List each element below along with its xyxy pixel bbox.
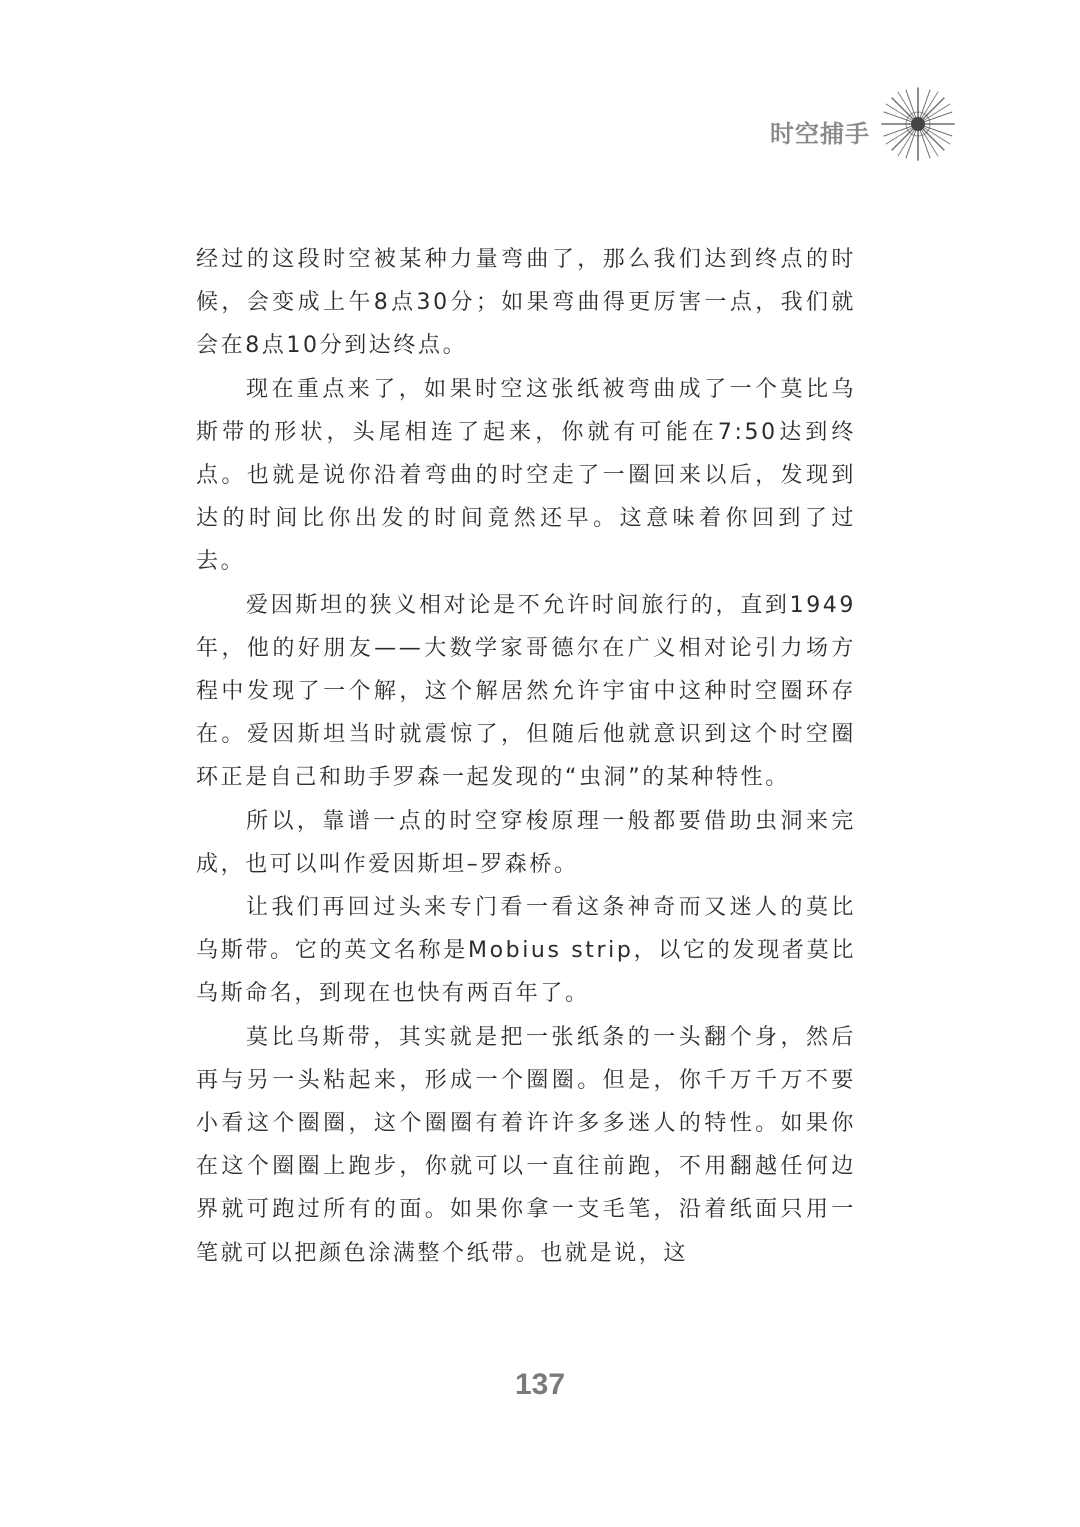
running-header	[760, 84, 970, 174]
paragraph: 爱因斯坦的狭义相对论是不允许时间旅行的，直到1949年，他的好朋友——大数学家哥德尔在广义相对论引力场方程中发现了一个解，这个解居然允许宇宙中这种时空圈环存在。爱因斯坦当时就震惊了，但随后他就意识到这个时空圈环正是自己和助手罗森一起发现的“虫洞”的某种特性。	[196, 592, 856, 791]
paragraph: 让我们再回过头来专门看一看这条神奇而又迷人的莫比乌斯带。它的英文名称是Mobius strip，以它的发现者莫比乌斯命名，到现在也快有两百年了。	[196, 895, 856, 1007]
body-text	[196, 238, 856, 1275]
paragraph: 所以，靠谱一点的时空穿梭原理一般都要借助虫洞来完成，也可以叫作爱因斯坦–罗森桥。	[196, 808, 856, 877]
starburst-icon	[878, 84, 958, 164]
paragraph: 经过的这段时空被某种力量弯曲了，那么我们达到终点的时候，会变成上午8点30分；如果弯曲得更厉害一点，我们就会在8点10分到达终点。	[196, 247, 856, 359]
paragraph: 莫比乌斯带，其实就是把一张纸条的一头翻个身，然后再与另一头粘起来，形成一个圈圈。但是，你千万千万不要小看这个圈圈，这个圈圈有着许许多多迷人的特性。如果你在这个圈圈上跑步，你就可以一直往前跑，不用翻越任何边界就可跑过所有的面。如果你拿一支毛笔，沿着纸面只用一笔就可以把颜色涂满整个纸带。也就是说，这	[196, 1024, 856, 1266]
paragraph: 现在重点来了，如果时空这张纸被弯曲成了一个莫比乌斯带的形状，头尾相连了起来，你就有可能在7:50达到终点。也就是说你沿着弯曲的时空走了一圈回来以后，发现到达的时间比你出发的时间竟然还早。这意味着你回到了过去。	[196, 376, 856, 575]
book-title: 时空捕手	[770, 120, 870, 148]
page-number: 137	[514, 1368, 566, 1401]
